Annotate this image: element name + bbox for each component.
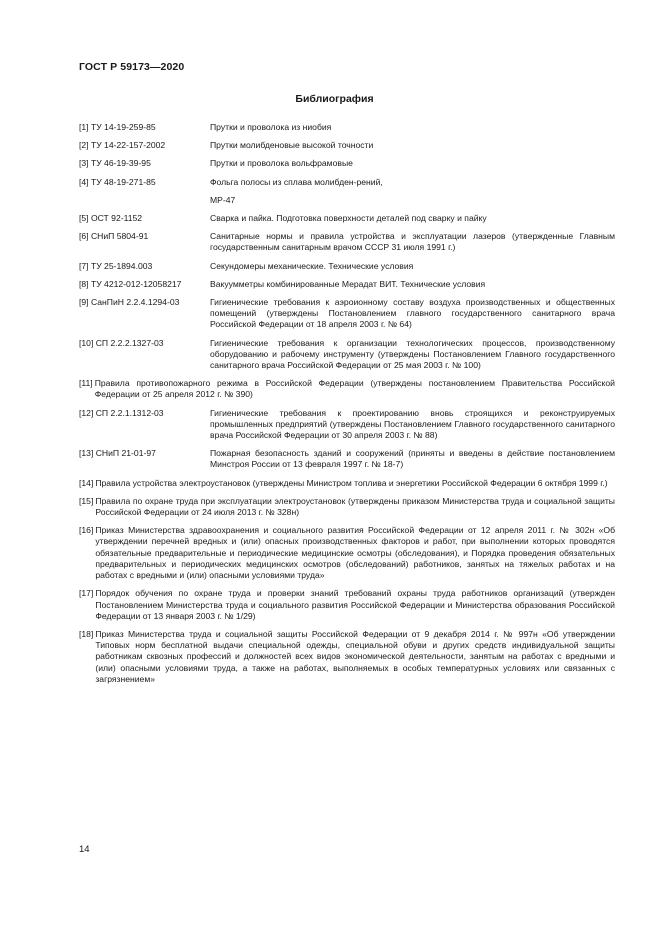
bib-text: Порядок обучения по охране труда и проверки знаний требований охраны труда работников организаций (утвержден Постановлением Министерства труда и социального развития Российской Федерации и Министерства образования Российской Федерации от 13 января 2003 г. № 1/29) <box>95 588 615 621</box>
bib-desc: Сварка и пайка. Подготовка поверхности деталей под сварку и пайку <box>210 213 487 224</box>
bib-entry-16 <box>79 525 615 581</box>
bib-num: [17] <box>79 588 94 599</box>
bib-ref: [3] ТУ 46-19-39-95 <box>79 158 151 169</box>
bib-ref: [12] СП 2.2.1.1312-03 <box>79 407 164 418</box>
bib-text: Правила по охране труда при эксплуатации электроустановок (утверждены приказом Министерства труда и социальной защиты Российской Федерации от 24 июля 2013 г. № 328н) <box>95 495 615 518</box>
bib-entry-2 <box>79 140 615 151</box>
bib-entry-1 <box>79 122 615 133</box>
bib-desc: Прутки молибденовые высокой точности <box>210 140 374 151</box>
bib-desc: Прутки и проволока вольфрамовые <box>210 158 353 169</box>
bib-text: Правила устройства электроустановок (утверждены Министром топлива и энергетики Российской Федерации 6 октября 1999 г.) <box>95 477 608 488</box>
bib-desc: МР-47 <box>210 194 236 205</box>
bib-entry-11 <box>79 378 615 400</box>
bib-num: [11] <box>79 378 93 389</box>
bib-entry-17 <box>79 588 615 622</box>
bib-ref: [7] ТУ 25-1894.003 <box>79 260 153 271</box>
bib-ref: [4] ТУ 48-19-271-85 <box>79 176 156 187</box>
bib-desc: Гигиенические требования к аэроионному составу воздуха производственных и общественных помещений (утверждены Постановлением главного государственного санитарного врача Российской Федерации от 18 апреля 2003 г. № 64) <box>210 297 615 330</box>
bib-ref: [10] СП 2.2.2.1327-03 <box>79 337 164 348</box>
bib-entry-8 <box>79 279 615 290</box>
bib-num: [15] <box>79 495 94 506</box>
bib-desc: Вакуумметры комбинированные Мерадат ВИТ. Технические условия <box>210 278 486 289</box>
section-title: Библиография <box>295 93 374 105</box>
bib-num: [18] <box>79 628 94 639</box>
bib-text: Приказ Министерства здравоохранения и социального развития Российской Федерации от 12 апреля 2011 г. № 302н «Об утверждении перечней вредных и (или) опасных производственных факторов и работ, при выполнении которых проводятся обязательные предварительные и периодические медицинские осмотры (обследования), и Порядка проведения обязательных предварительных и периодических медицинских осмотров (обследований) работников, занятых на тяжелых работах и на работах с вредными и (или) опасными условиями труда» <box>95 525 615 581</box>
bib-entry-18 <box>79 629 615 685</box>
bib-entry-9 <box>79 297 615 331</box>
bib-entry-14 <box>79 478 615 489</box>
bibliography-list <box>79 122 615 692</box>
bib-ref: [9] СанПиН 2.2.4.1294-03 <box>79 297 180 308</box>
bib-text: Приказ Министерства труда и социальной защиты Российской Федерации от 9 декабря 2014 г. № 997н «Об утверждении Типовых норм бесплатной выдачи специальной одежды, специальной обуви и других средств индивидуальной защиты работникам сквозных профессий и должностей всех видов экономической деятельности, занятым на работах с вредными и (или) опасными условиями труда, а также на работах, выполняемых в особых температурных условиях или связанных с загрязнением» <box>95 628 615 684</box>
bib-text: Правила противопожарного режима в Российской Федерации (утверждены постановлением Правительства Российской Федерации от 25 апреля 2012 г. № 390) <box>94 378 615 400</box>
page-number: 14 <box>79 844 90 855</box>
bib-desc: Фольга полосы из сплава молибден-рений, <box>210 176 383 187</box>
bib-entry-4-continuation <box>79 195 615 206</box>
bib-entry-3 <box>79 158 615 169</box>
bib-entry-4 <box>79 177 615 188</box>
bib-ref: [5] ОСТ 92-1152 <box>79 213 143 224</box>
bib-ref: [8] ТУ 4212-012-12058217 <box>79 278 182 289</box>
bib-desc: Гигиенические требования к проектированию вновь строящихся и реконструируемых промышленных предприятий (утверждены Постановлением Главного государственного санитарного врача Российской Федерации от 30 апреля 2003 г. № 88) <box>210 407 615 441</box>
bib-desc: Пожарная безопасность зданий и сооружений (приняты и введены в действие постановлением Минстроя России от 13 февраля 1997 г. № 18-7) <box>210 448 615 470</box>
bib-num: [14] <box>79 477 94 488</box>
bib-ref: [2] ТУ 14-22-157-2002 <box>79 140 166 151</box>
bib-desc: Санитарные нормы и правила устройства и эксплуатации лазеров (утвержденные Главным государственным санитарным врачом СССР 31 июля 1991 г.) <box>210 231 615 253</box>
bib-entry-7 <box>79 261 615 272</box>
bib-ref: [6] СНиП 5804-91 <box>79 231 149 242</box>
bib-desc: Секундомеры механические. Технические условия <box>210 260 414 271</box>
bib-entry-13 <box>79 448 615 470</box>
bib-entry-5 <box>79 213 615 224</box>
bib-entry-6 <box>79 231 615 253</box>
document-code: ГОСТ Р 59173—2020 <box>79 61 185 73</box>
bib-entry-10 <box>79 338 615 372</box>
bib-ref <box>79 195 210 206</box>
bib-num: [16] <box>79 525 94 536</box>
bib-ref: [13] СНиП 21-01-97 <box>79 448 156 459</box>
bib-desc: Гигиенические требования к организации технологических процессов, производственному оборудованию и рабочему инструменту (утверждены Постановлением Главного государственного санитарного врача Российской Федерации от 25 мая 2003 г. № 100) <box>210 337 615 371</box>
bib-entry-15 <box>79 496 615 518</box>
bib-desc: Прутки и проволока из ниобия <box>210 122 332 132</box>
bib-entry-12 <box>79 408 615 442</box>
bib-ref: [1] ТУ 14-19-259-85 <box>79 122 156 132</box>
